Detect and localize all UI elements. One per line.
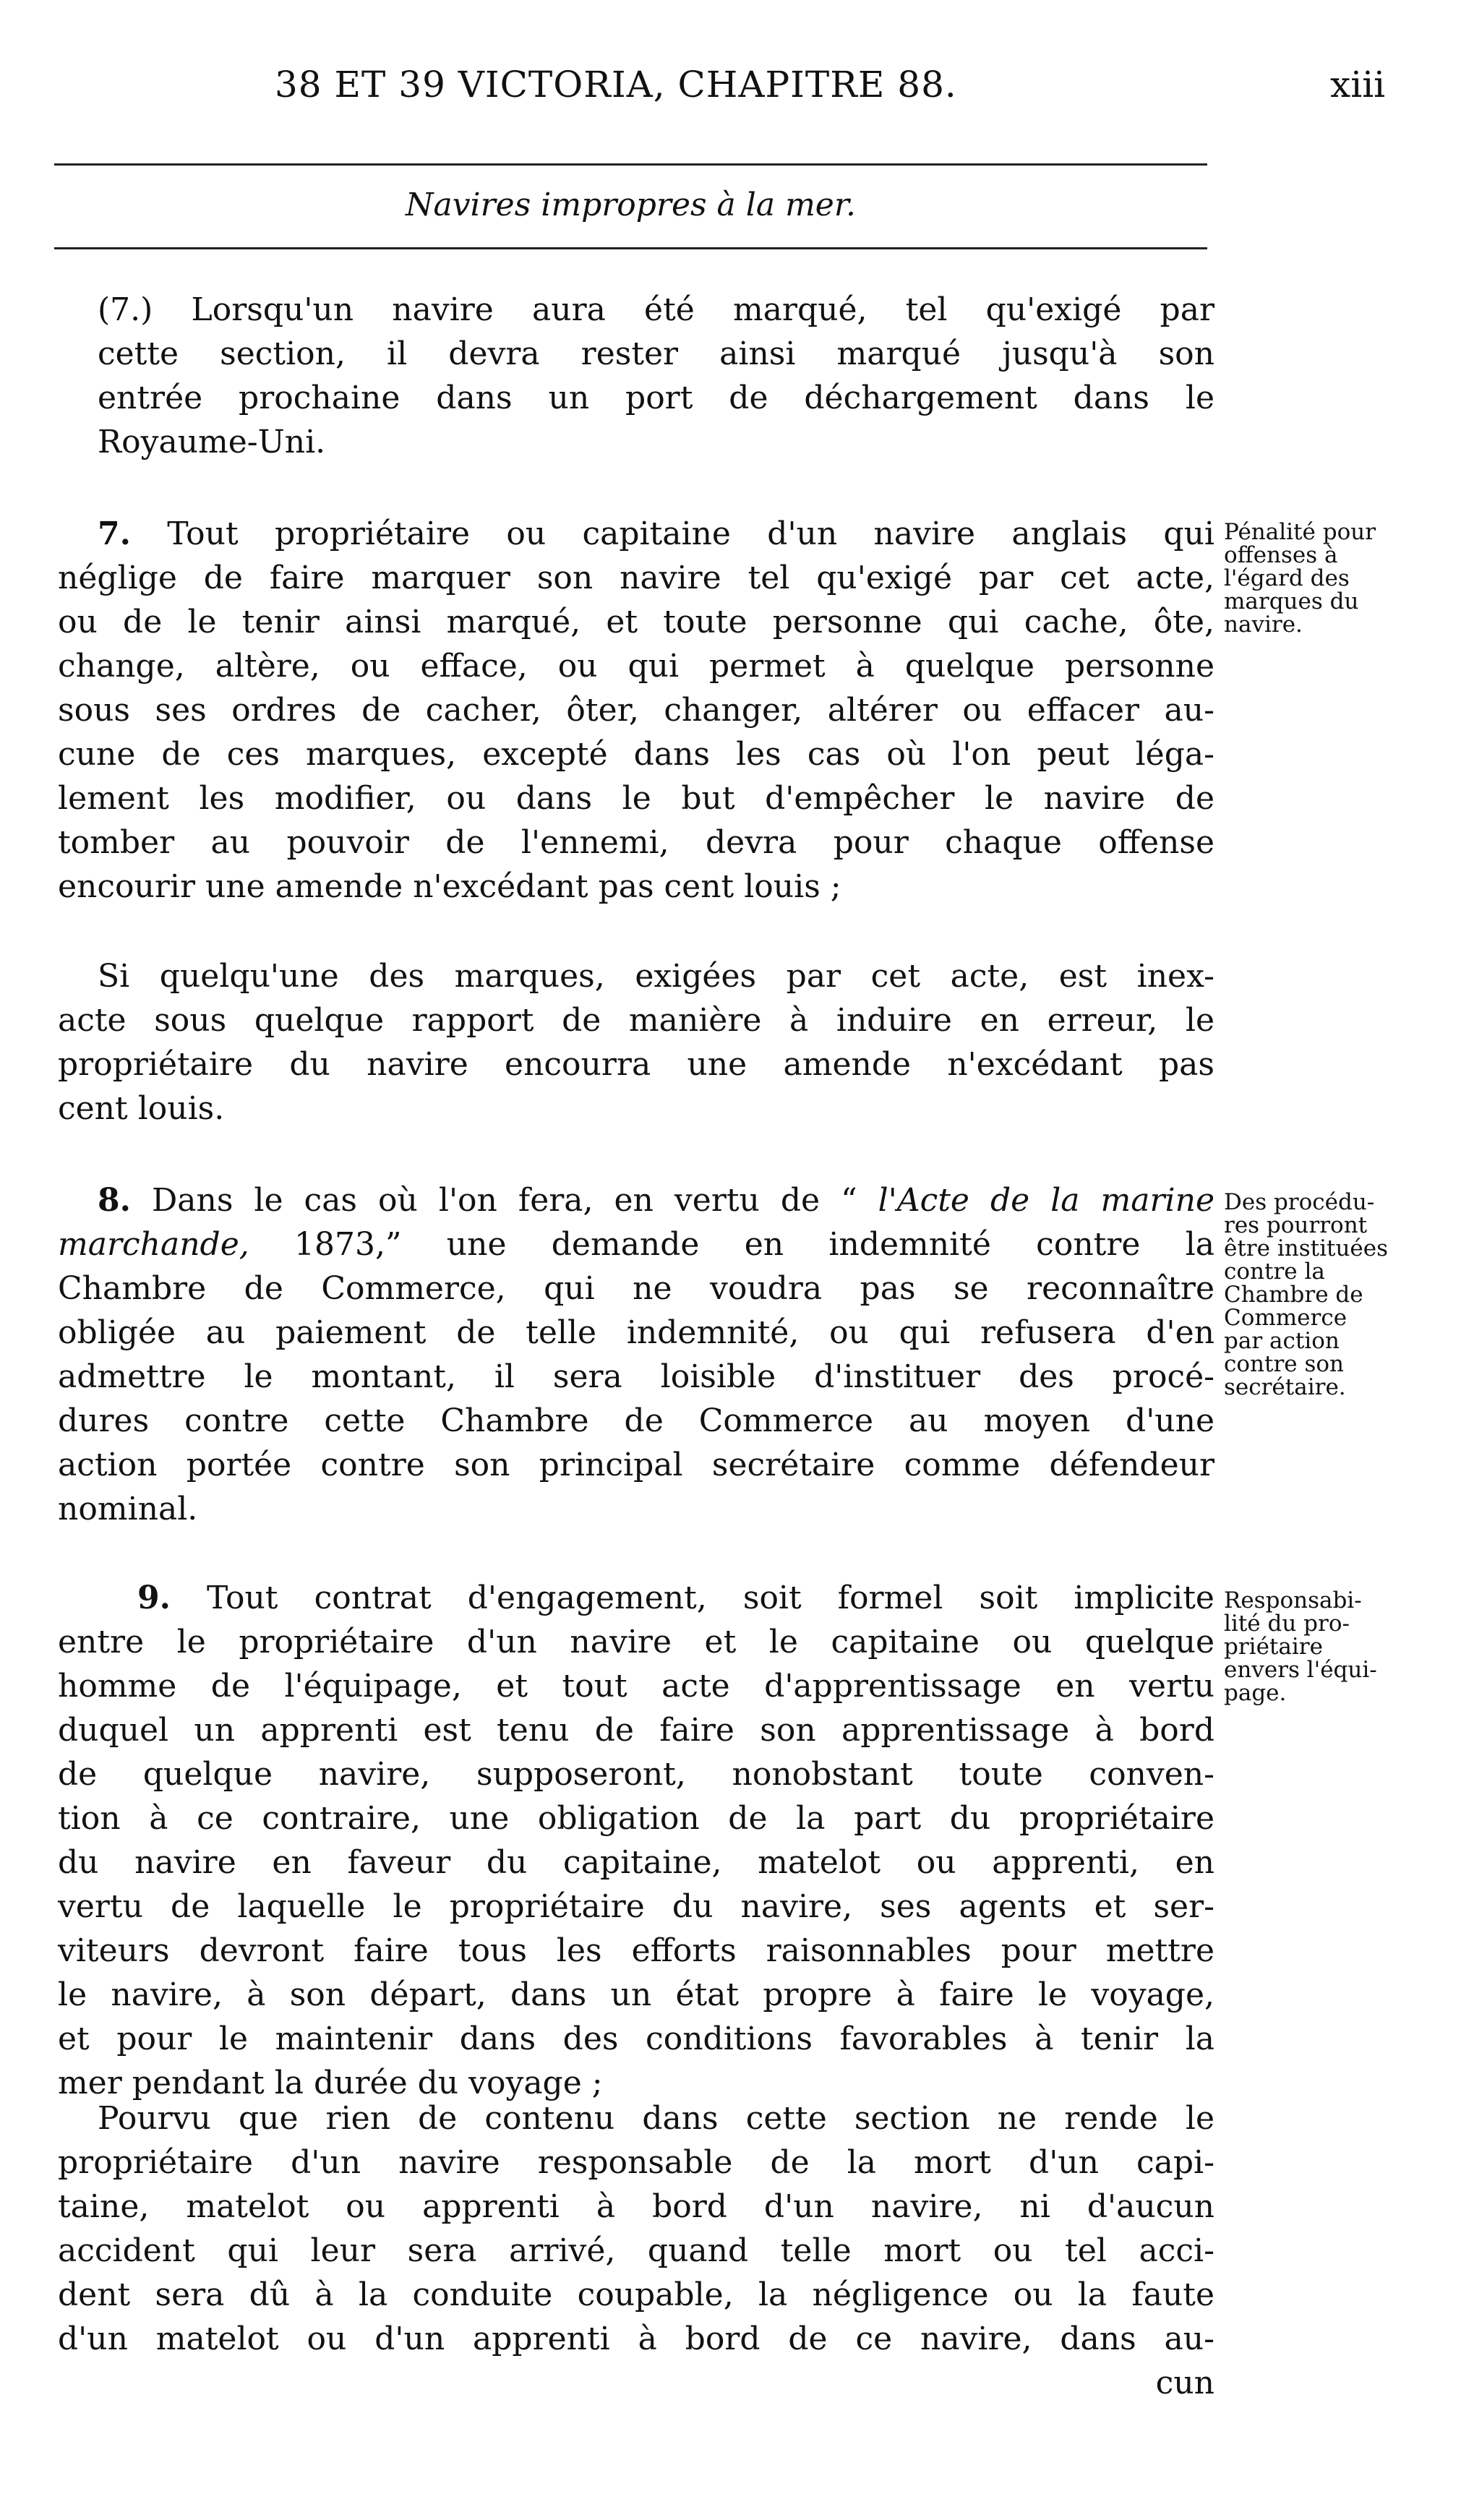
- text-line: change, altère, ou efface, ou qui permet à quelque personne: [58, 648, 1214, 685]
- margin-note-line: Responsabi-: [1224, 1587, 1362, 1613]
- section-7-paragraph: [58, 512, 1214, 909]
- margin-note-line: navire.: [1224, 612, 1303, 638]
- text-line: nominal.: [58, 1491, 198, 1527]
- margin-note-line: priétaire: [1224, 1634, 1323, 1660]
- margin-note-section-8: [1224, 1191, 1444, 1399]
- text-line: homme de l'équipage, et tout acte d'apprentissage en vertu: [58, 1668, 1214, 1705]
- header-rule-top: [54, 163, 1207, 166]
- margin-note-section-7: [1224, 520, 1444, 636]
- text-line: tion à ce contraire, une obligation de la part du propriétaire: [58, 1800, 1214, 1837]
- text-line: sous ses ordres de cacher, ôter, changer, altérer ou effacer au-: [58, 692, 1214, 729]
- margin-note-line: l'égard des: [1224, 565, 1350, 591]
- margin-note-line: offenses à: [1224, 542, 1338, 568]
- text-line: viteurs devront faire tous les efforts raisonnables pour mettre: [58, 1932, 1214, 1969]
- text-line: accident qui leur sera arrivé, quand telle mort ou tel acci-: [58, 2232, 1214, 2269]
- margin-note-line: secrétaire.: [1224, 1374, 1346, 1400]
- page-header-title: 38 ET 39 VICTORIA, CHAPITRE 88.: [275, 64, 957, 106]
- text-line: Si quelqu'une des marques, exigées par cet acte, est inex-: [98, 958, 1214, 995]
- section-8-paragraph: [58, 1178, 1214, 1531]
- act-title-italic: marchande,: [58, 1226, 249, 1263]
- text-line: dures contre cette Chambre de Commerce au moyen d'une: [58, 1402, 1214, 1439]
- text-line: tomber au pouvoir de l'ennemi, devra pour chaque offense: [58, 824, 1214, 861]
- text-fragment: 1873,” une demande en indemnité contre la: [249, 1226, 1214, 1263]
- margin-note-section-9: [1224, 1589, 1444, 1705]
- text-fragment: Tout contrat d'engagement, soit formel soit implicite: [207, 1580, 1214, 1616]
- running-title: Navires impropres à la mer.: [405, 187, 857, 223]
- text-line: propriétaire d'un navire responsable de la mort d'un capi-: [58, 2144, 1214, 2181]
- section-9-proviso-paragraph: [58, 2096, 1214, 2405]
- text-line: admettre le montant, il sera loisible d'instituer des procé-: [58, 1358, 1214, 1395]
- text-line: vertu de laquelle le propriétaire du navire, ses agents et ser-: [58, 1888, 1214, 1925]
- text-line: entrée prochaine dans un port de déchargement dans le: [98, 380, 1214, 416]
- text-line: encourir une amende n'excédant pas cent louis ;: [58, 868, 841, 905]
- margin-note-line: Des procédu-: [1224, 1189, 1375, 1215]
- text-line: Royaume-Uni.: [98, 424, 326, 460]
- act-title-italic: l'Acte de la marine: [878, 1182, 1214, 1219]
- text-line: d'un matelot ou d'un apprenti à bord de ce navire, dans au-: [58, 2320, 1214, 2357]
- text-line: cun: [1155, 2365, 1214, 2401]
- margin-note-line: lité du pro-: [1224, 1611, 1350, 1637]
- text-line: et pour le maintenir dans des conditions favorables à tenir la: [58, 2020, 1214, 2057]
- margin-note-line: contre son: [1224, 1351, 1345, 1377]
- text-line: Chambre de Commerce, qui ne voudra pas se reconnaître: [58, 1270, 1214, 1307]
- text-line: [58, 1576, 1214, 1620]
- margin-note-line: page.: [1224, 1680, 1287, 1706]
- margin-note-line: envers l'équi-: [1224, 1657, 1377, 1683]
- text-line: entre le propriétaire d'un navire et le capitaine ou quelque: [58, 1624, 1214, 1660]
- margin-note-line: marques du: [1224, 588, 1359, 614]
- margin-note-line: Chambre de: [1224, 1282, 1363, 1308]
- margin-note-line: par action: [1224, 1328, 1340, 1354]
- subsection-7-paragraph: [58, 288, 1214, 464]
- text-line: néglige de faire marquer son navire tel qu'exigé par cet acte,: [58, 560, 1214, 596]
- text-line: [58, 512, 1214, 556]
- section-9-paragraph: [58, 1576, 1214, 2105]
- text-line: cune de ces marques, excepté dans les cas où l'on peut léga-: [58, 736, 1214, 773]
- section-number: 8.: [98, 1182, 131, 1219]
- page-number: xiii: [1330, 64, 1386, 106]
- text-line: taine, matelot ou apprenti à bord d'un navire, ni d'aucun: [58, 2188, 1214, 2225]
- text-line: [58, 1178, 1214, 1222]
- text-line: du navire en faveur du capitaine, matelot ou apprenti, en: [58, 1844, 1214, 1881]
- text-line: le navire, à son départ, dans un état propre à faire le voyage,: [58, 1976, 1214, 2013]
- text-line: Pourvu que rien de contenu dans cette section ne rende le: [98, 2100, 1214, 2137]
- text-line: mer pendant la durée du voyage ;: [58, 2065, 603, 2101]
- text-line: dent sera dû à la conduite coupable, la négligence ou la faute: [58, 2276, 1214, 2313]
- margin-note-line: être instituées: [1224, 1235, 1389, 1261]
- text-line: action portée contre son principal secrétaire comme défendeur: [58, 1447, 1214, 1483]
- section-number: 9.: [137, 1580, 171, 1616]
- section-number: 7.: [98, 515, 131, 552]
- text-line: acte sous quelque rapport de manière à induire en erreur, le: [58, 1002, 1214, 1039]
- header-rule-bottom: [54, 247, 1207, 249]
- text-line: de quelque navire, supposeront, nonobstant toute conven-: [58, 1756, 1214, 1793]
- text-line: [58, 1222, 1214, 1267]
- margin-note-line: res pourront: [1224, 1212, 1368, 1238]
- text-line: obligée au paiement de telle indemnité, ou qui refusera d'en: [58, 1314, 1214, 1351]
- text-line: propriétaire du navire encourra une amende n'excédant pas: [58, 1046, 1214, 1083]
- text-line: cette section, il devra rester ainsi marqué jusqu'à son: [98, 335, 1214, 372]
- section-7-second-paragraph: [58, 954, 1214, 1131]
- text-fragment: Dans le cas où l'on fera, en vertu de “: [151, 1182, 878, 1219]
- text-line: cent louis.: [58, 1090, 225, 1127]
- margin-note-line: Commerce: [1224, 1305, 1348, 1331]
- margin-note-line: contre la: [1224, 1259, 1325, 1285]
- text-line: lement les modifier, ou dans le but d'empêcher le navire de: [58, 780, 1214, 817]
- text-line: ou de le tenir ainsi marqué, et toute personne qui cache, ôte,: [58, 604, 1214, 640]
- text-line: duquel un apprenti est tenu de faire son apprentissage à bord: [58, 1712, 1214, 1749]
- text-fragment: Tout propriétaire ou capitaine d'un navire anglais qui: [167, 515, 1214, 552]
- text-line: (7.) Lorsqu'un navire aura été marqué, tel qu'exigé par: [98, 291, 1214, 328]
- margin-note-line: Pénalité pour: [1224, 519, 1376, 545]
